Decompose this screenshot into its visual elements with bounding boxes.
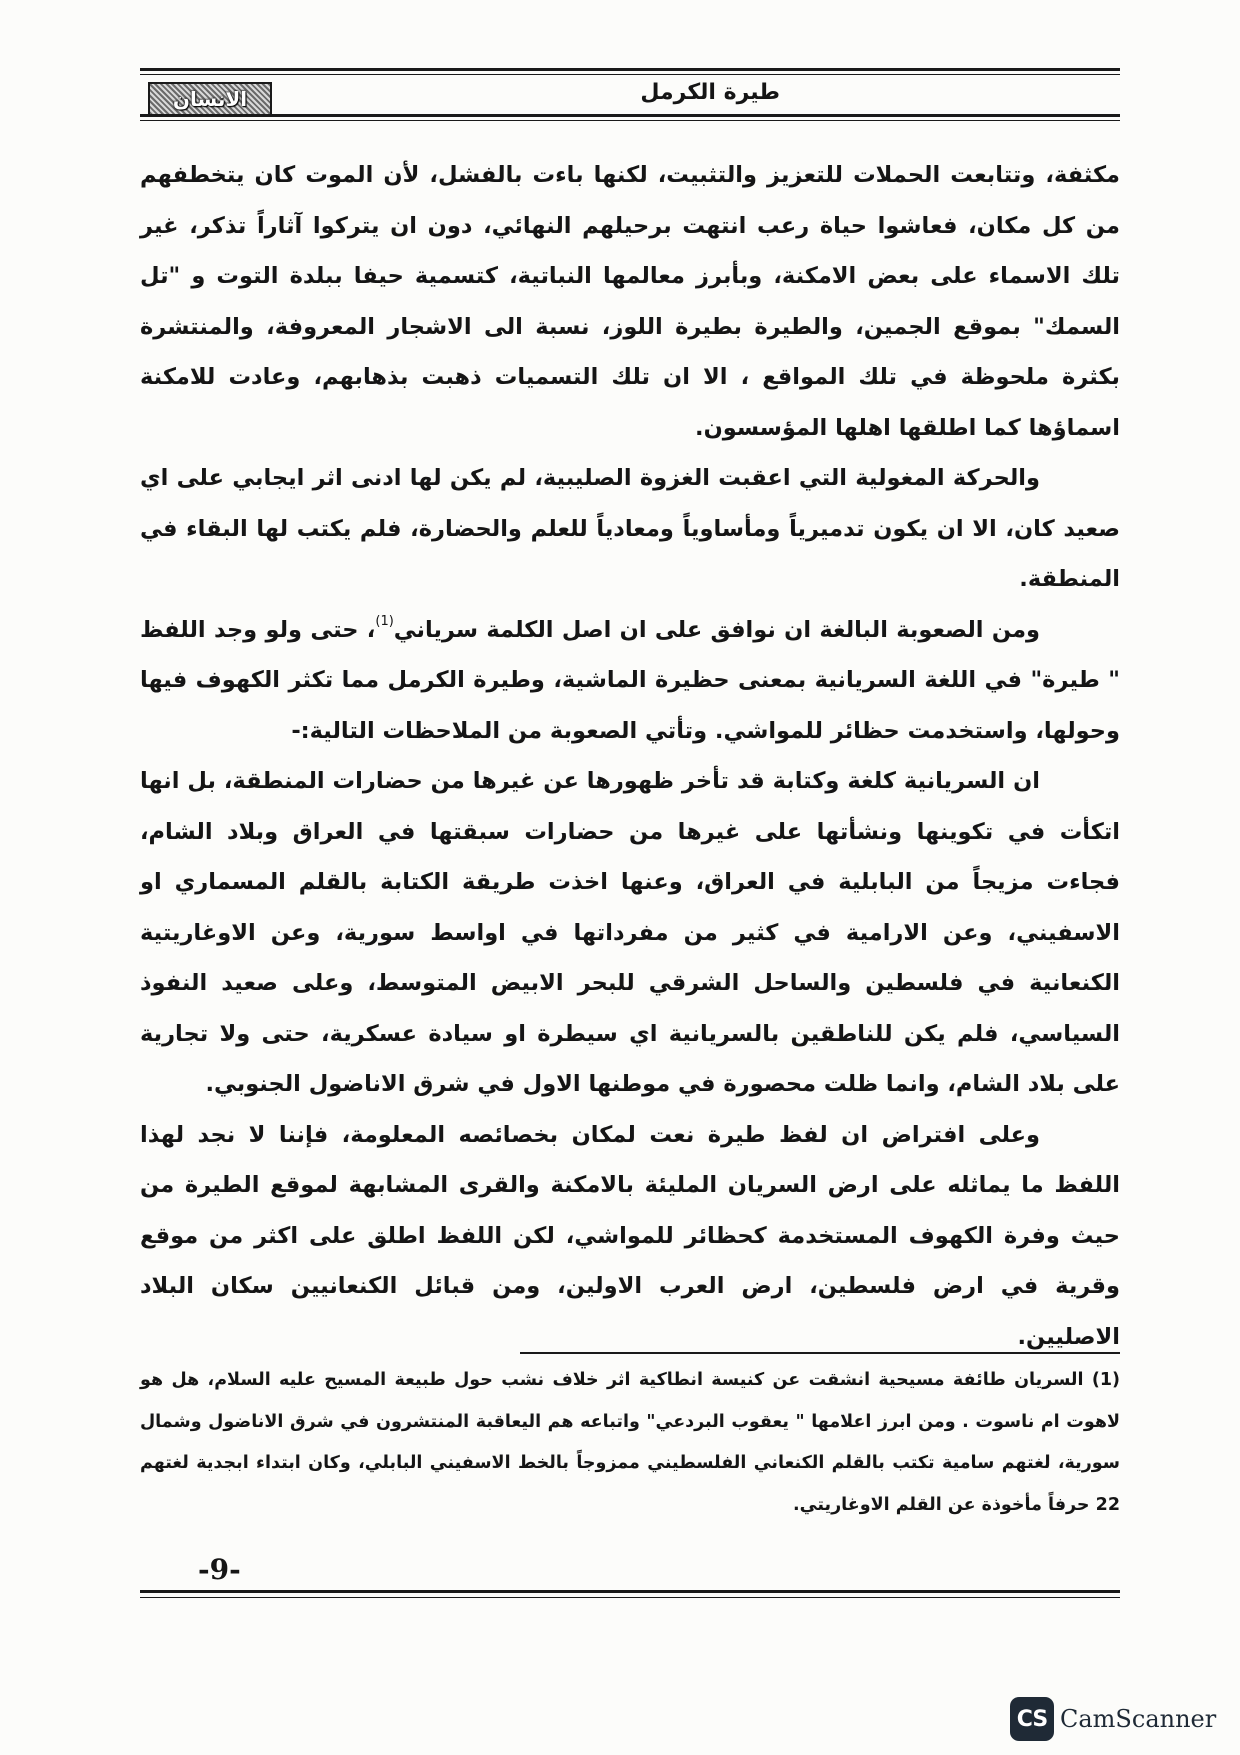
paragraph-5: وعلى افتراض ان لفظ طيرة نعت لمكان بخصائصه المعلومة، فإننا لا نجد لهذا اللفظ ما يماثله على ارض السريان المليئة بالامكنة والقرى المشابهة لموقع الطيرة من حيث وفرة الكهوف المستخدمة كحظائر للمواشي، لكن اللفظ اطلق على اكثر من موقع وقرية في ارض فلسطين، ارض العرب الاولين، ومن قبائل الكنعانيين سكان البلاد الاصليين. [140,1121,1120,1350]
running-title: طيرة الكرمل [640,80,780,105]
header-badge-text: الانسان [172,87,248,111]
paragraph-3-rest: ، حتى ولو وجد اللفظ " طيرة" في اللغة السريانية بمعنى حظيرة الماشية، وطيرة الكرمل مما تكثر الكهوف فيها وحولها، واستخدمت حظائر للمواشي. وتأتي الصعوبة من الملاحظات التالية:- [140,616,1120,744]
main-text [140,150,1120,1362]
footnote-separator [520,1352,1120,1354]
page-header [140,60,1120,124]
footnote-text: السريان طائفة مسيحية انشقت عن كنيسة انطاكية اثر خلاف نشب حول طبيعة المسيح عليه السلام، هل هو لاهوت ام ناسوت . ومن ابرز اعلامها " يعقوب البردعي" واتباعه هم اليعاقبة المنتشرون في شرق الاناضول وشمال سورية، لغتهم سامية تكتب بالقلم الكنعاني الفلسطيني ممزوجاً بالخط الاسفيني البابلي، وكان ابتداء ابجدية لغتهم 22 حرفاً مأخوذة عن القلم الاوغاريتي. [140,1370,1120,1515]
footnotes [140,1360,1120,1526]
header-badge [148,82,272,116]
camscanner-label: CamScanner [1060,1705,1217,1733]
page-number: -9- [198,1553,241,1586]
footnote-reference: (1) [375,613,394,629]
paragraph-2: والحركة المغولية التي اعقبت الغزوة الصليبية، لم يكن لها ادنى اثر ايجابي على اي صعيد كان، الا ان يكون تدميرياً ومأساوياً ومعادياً للعلم والحضارة، فلم يكتب لها البقاء في المنطقة. [140,465,1120,592]
paragraph-1: مكثفة، وتتابعت الحملات للتعزيز والتثبيت، لكنها باءت بالفشل، لأن الموت كان يتخطفهم من كل مكان، فعاشوا حياة رعب انتهت برحيلهم النهائي، دون ان يتركوا آثاراً تذكر، غير تلك الاسماء على بعض الامكنة، وبأبرز معالمها النباتية، كتسمية حيفا ببلدة التوت و "تل السمك" بموقع الجمين، والطيرة بطيرة اللوز، نسبة الى الاشجار المعروفة، والمنتشرة بكثرة ملحوظة في تلك المواقع ، الا ان تلك التسميات ذهبت بذهابهم، وعادت للامكنة اسماؤها كما اطلقها اهلها المؤسسون. [140,162,1120,441]
header-rule-thin [140,74,1120,75]
footnote-1 [140,1360,1120,1526]
footer-rule [140,1590,1120,1593]
header-rule [140,68,1120,71]
header-rule-thin [140,120,1120,121]
header-rule [140,114,1120,117]
paragraph-3 [140,605,1120,757]
paragraph-4: ان السريانية كلغة وكتابة قد تأخر ظهورها عن غيرها من حضارات المنطقة، بل انها اتكأت في تكوينها ونشأتها على غيرها من حضارات سبقتها في العراق وبلاد الشام، فجاءت مزيجاً من البابلية في العراق، وعنها اخذت طريقة الكتابة بالقلم المسماري او الاسفيني، وعن الارامية في كثير من مفرداتها في اواسط سورية، وعن الاوغاريتية الكنعانية في فلسطين والساحل الشرقي للبحر الابيض المتوسط، وعلى صعيد النفوذ السياسي، فلم يكن للناطقين بالسريانية اي سيطرة او سيادة عسكرية، حتى ولا تجارية على بلاد الشام، وانما ظلت محصورة في موطنها الاول في شرق الاناضول الجنوبي. [140,768,1120,1097]
footer-rule-thin [140,1597,1120,1598]
camscanner-watermark [1010,1697,1216,1741]
camscanner-logo-icon: CS [1010,1697,1054,1741]
footnote-marker: (1) [1091,1370,1121,1390]
paragraph-3-start: ومن الصعوبة البالغة ان نوافق على ان اصل الكلمة سرياني [393,616,1040,643]
